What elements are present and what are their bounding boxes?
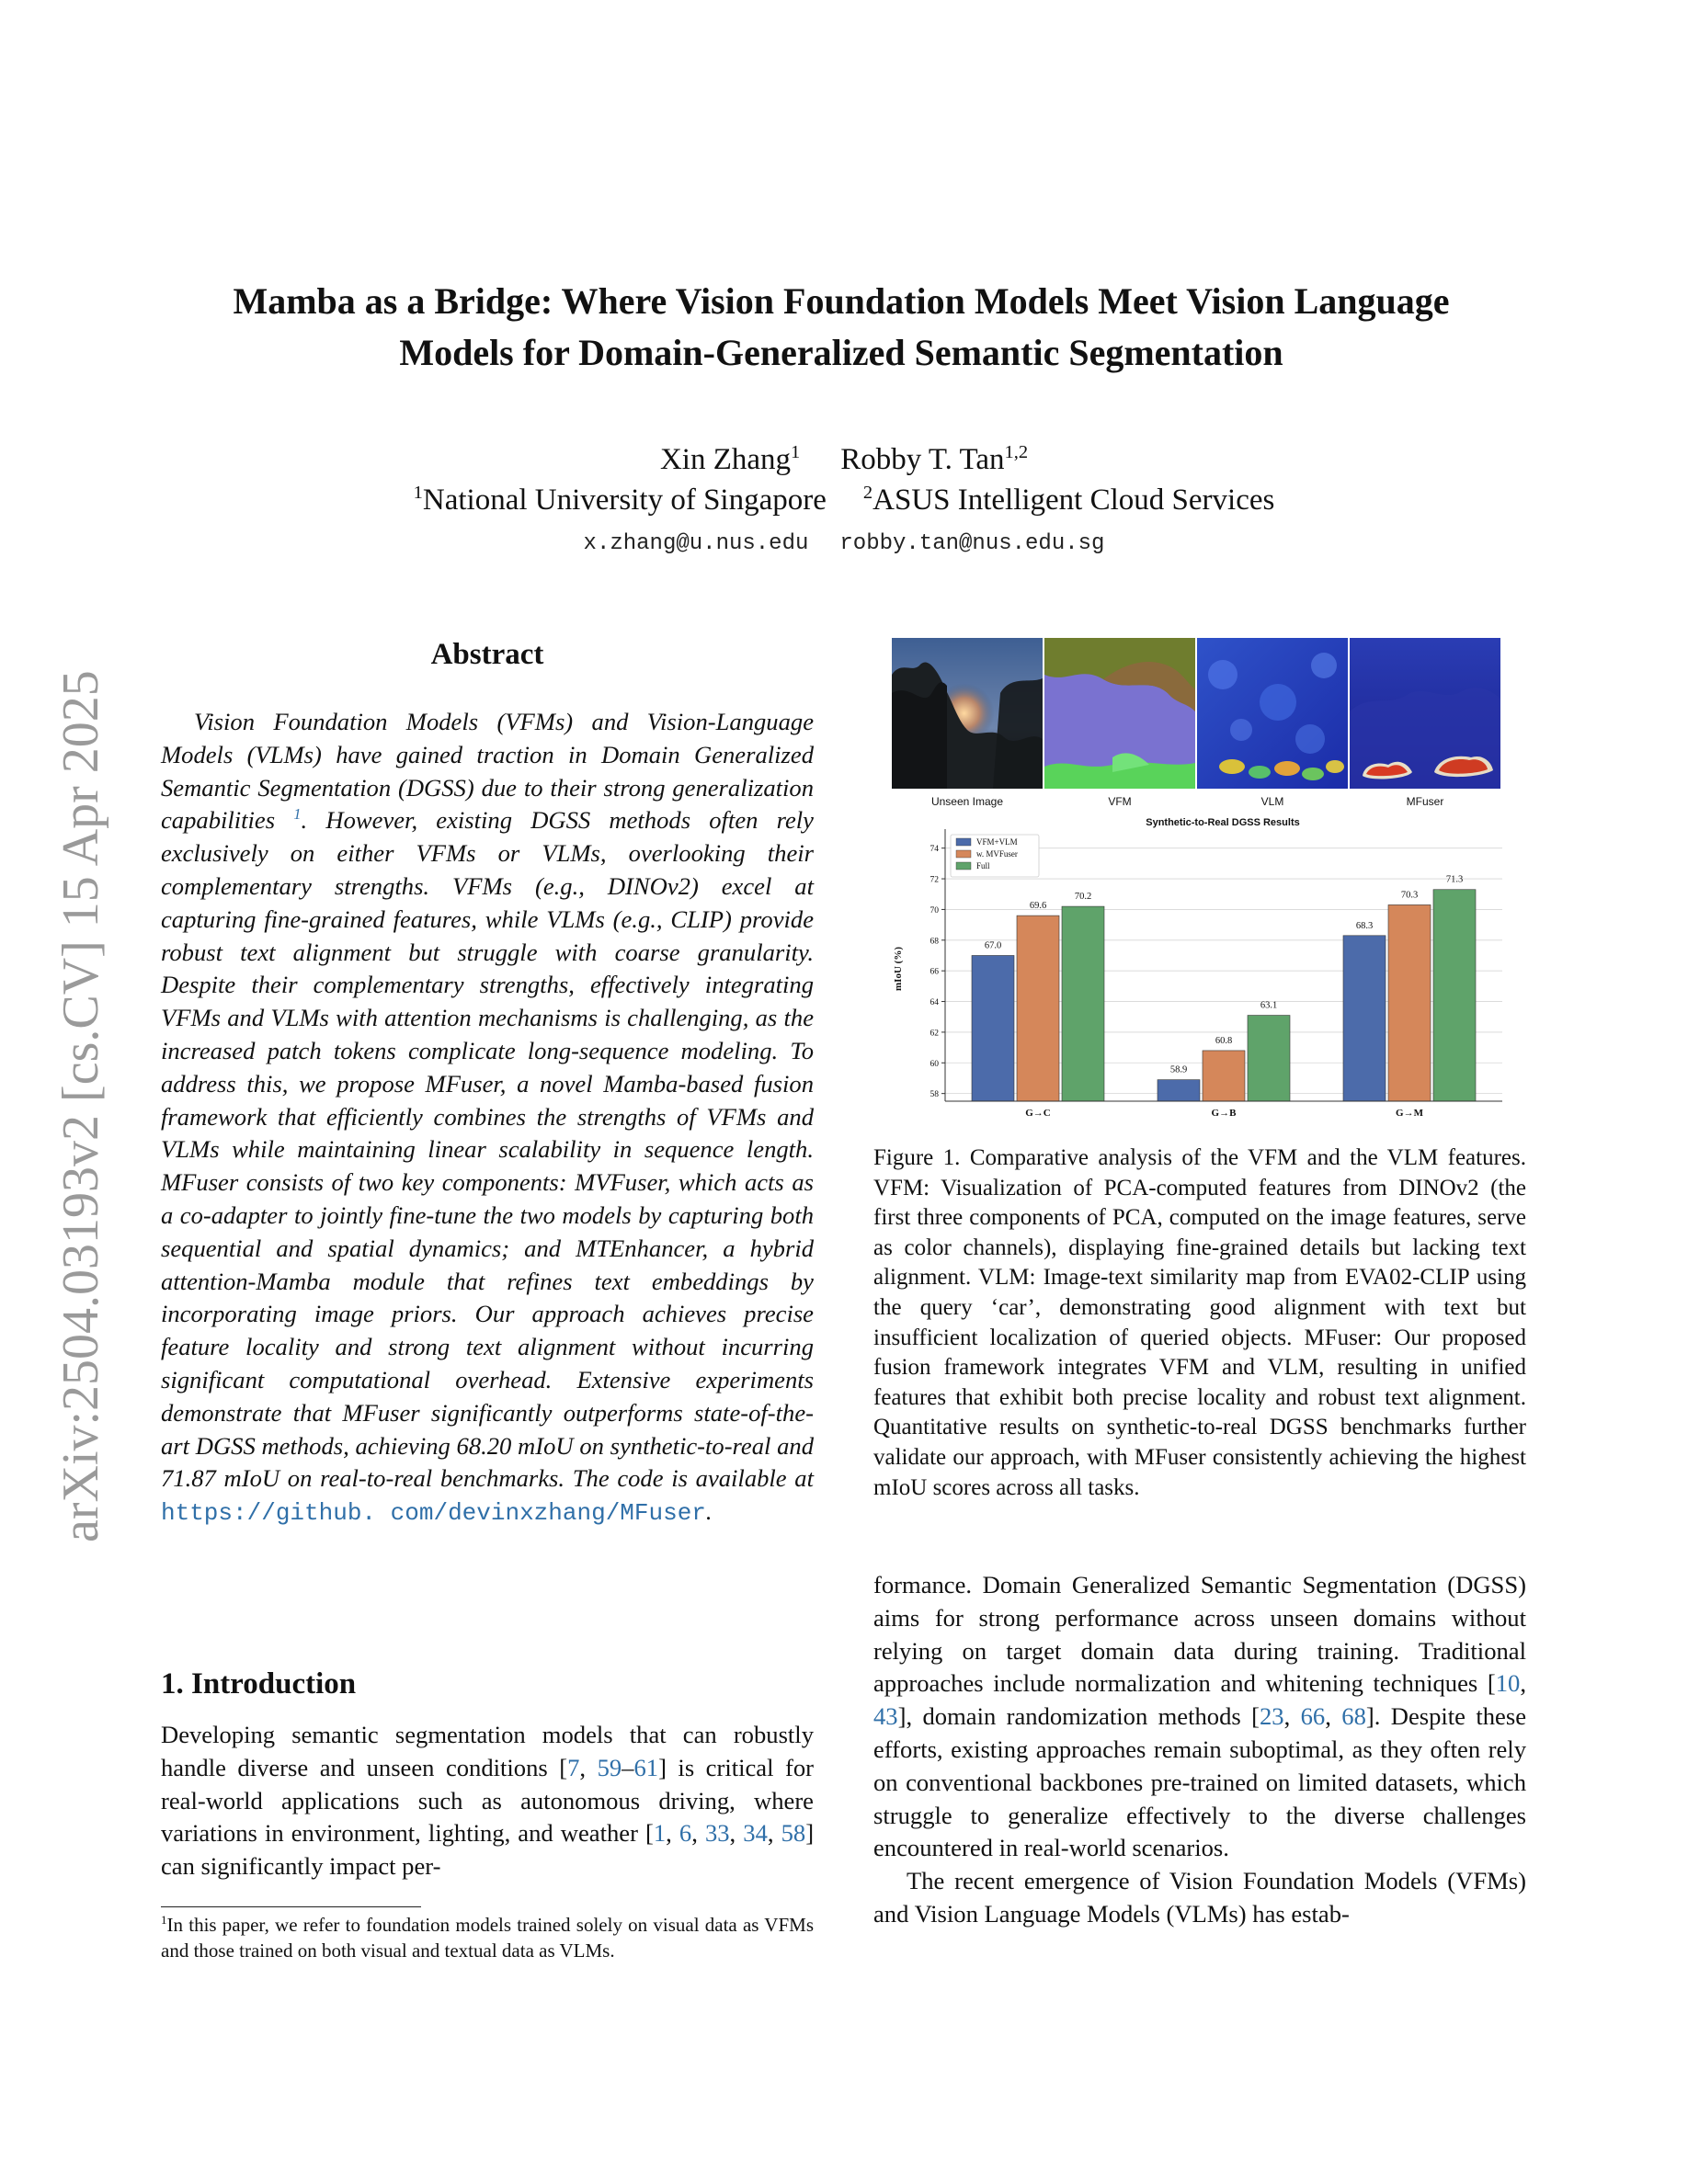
title-line-1: Mamba as a Bridge: Where Vision Foundation Models Meet Vision Language	[233, 280, 1450, 322]
author-email[interactable]: x.zhang@u.nus.edu	[583, 531, 809, 556]
legend-swatch	[956, 862, 971, 870]
panel-vfm	[1044, 638, 1195, 789]
body-text: ,	[767, 1819, 781, 1848]
x-tick-label: G→B	[1211, 1108, 1237, 1119]
data-label: 71.3	[1445, 874, 1464, 885]
figure-1	[892, 638, 1508, 1120]
data-label: 67.0	[984, 940, 1002, 951]
data-label: 63.1	[1260, 1000, 1278, 1011]
abstract-body	[161, 706, 814, 1530]
abstract-text: . However, existing DGSS methods often rely exclusively on either VFMs or VLMs, overlooking their complementary strengths. VFMs (e.g., DINOv2) excel at capturing fine-grained features, while VLMs (e.g., CLIP) provide robust text alignment but struggle with coarse granularity. Despite their complementary strengths, effectively integrating VFMs and VLMs with attention mechanisms is challenging, as the increased patch tokens complicate long-sequence modeling. To address this, we propose MFuser, a novel Mamba-based fusion framework that efficiently combines the strengths of VFMs and VLMs while maintaining linear scalability in sequence length. MFuser consists of two key components: MVFuser, which acts as a co-adapter to jointly fine-tune the two models by capturing both sequential and spatial dynamics; and MTEnhancer, a hybrid attention-Mamba module that refines text embeddings by incorporating image priors. Our approach achieves precise feature locality and strong text alignment without incurring significant computational overhead. Extensive experiments demonstrate that MFuser significantly outperforms state-of-the-art DGSS methods, achieving 68.20 mIoU on synthetic-to-real and 71.87 mIoU on real-to-real benchmarks. The code is available at	[161, 806, 814, 1493]
body-text: ,	[691, 1819, 705, 1848]
body-text: –	[622, 1753, 634, 1781]
code-link[interactable]	[161, 1499, 706, 1527]
y-tick-label: 72	[930, 875, 939, 885]
body-text: Developing semantic segmentation models that can robustly handle diverse and unseen conditions [	[161, 1721, 814, 1781]
panel-label: MFuser	[1406, 795, 1444, 808]
chart-title: Synthetic-to-Real DGSS Results	[1146, 817, 1300, 828]
code-link-part: https://github.	[161, 1499, 377, 1528]
chart-bar	[1158, 1080, 1200, 1101]
citation-link[interactable]: 59	[597, 1753, 622, 1781]
code-link-part: com/devinxzhang/MFuser	[390, 1499, 706, 1528]
legend-swatch	[956, 850, 971, 858]
abstract-text: Vision Foundation Models (VFMs) and Vision-Language Models (VLMs) have gained traction in Domain Generalized Semantic Segmentation (DGSS) due to their strong generalization capabilities	[161, 708, 814, 835]
data-label: 68.3	[1355, 920, 1374, 931]
introduction-column-left	[161, 1719, 814, 1883]
chart-bar	[1203, 1051, 1245, 1101]
legend-label: w. MVFuser	[976, 849, 1018, 859]
footnote-text: In this paper, we refer to foundation models trained solely on visual data as VFMs and those trained on both visual and textual data as VLMs.	[161, 1914, 814, 1962]
author-email[interactable]: robby.tan@nus.edu.sg	[839, 531, 1105, 556]
chart-legend	[951, 835, 1039, 877]
footnote-reference[interactable]: 1	[293, 805, 302, 824]
footnote-divider	[161, 1906, 421, 1907]
email-list	[0, 528, 1688, 561]
panel-label: Unseen Image	[930, 795, 1004, 808]
affiliation-mark: 2	[862, 483, 873, 503]
body-text: ]. Despite these efforts, existing approaches remain suboptimal, as they often rely on conventional backbones pre-trained on limited datasets, which struggle to generalize effectively to the diverse challenges encountered in real-world scenarios.	[873, 1702, 1527, 1862]
body-text: ,	[579, 1753, 598, 1781]
chart-bar	[1433, 890, 1476, 1101]
affiliation-name: ASUS Intelligent Cloud Services	[873, 483, 1275, 517]
chart-bar	[1343, 936, 1386, 1101]
title-line-2: Models for Domain-Generalized Semantic Segmentation	[399, 332, 1283, 373]
data-label: 70.3	[1400, 890, 1419, 901]
data-label: 70.2	[1074, 892, 1092, 903]
body-text: ] can significantly impact per-	[161, 1819, 815, 1881]
panel-label: VFM	[1108, 795, 1132, 808]
data-label: 69.6	[1029, 901, 1047, 912]
panel-vlm	[1197, 638, 1348, 789]
author-name: Xin Zhang	[659, 443, 791, 476]
x-tick-label: G→M	[1396, 1108, 1423, 1119]
x-tick-label: G→C	[1025, 1108, 1051, 1119]
citation-link[interactable]: 23	[1259, 1702, 1284, 1731]
figure-caption: Figure 1. Comparative analysis of the VFM and the VLM features. VFM: Visualization of PCA-computed features from DINOv2 (the first three components of PCA, computed on the image features, serve as color channels), displaying fine-grained details but lacking text alignment. VLM: Image-text similarity map from EVA02-CLIP using the query ‘car’, demonstrating good alignment with text but insufficient localization of queried objects. MFuser: Our proposed fusion framework integrates VFM and VLM, resulting in unified features that exhibit both precise locality and robust text alignment. Quantitative results on synthetic-to-real DGSS benchmarks further validate our approach, with MFuser consistently achieving the highest mIoU scores across all tasks.	[873, 1145, 1526, 1500]
legend-label: VFM+VLM	[976, 837, 1018, 847]
body-text: ,	[666, 1819, 679, 1848]
footnote	[161, 1912, 814, 1963]
chart-bar	[972, 955, 1014, 1101]
citation-link[interactable]: 1	[653, 1819, 667, 1848]
panel-mfuser	[1350, 638, 1500, 789]
citation-link[interactable]: 7	[567, 1753, 580, 1781]
chart-bar	[1388, 904, 1431, 1101]
body-text: ], domain randomization methods [	[897, 1702, 1260, 1731]
author-affiliation-mark: 1	[791, 442, 801, 462]
body-text: ,	[1283, 1702, 1301, 1731]
body-text: ,	[729, 1819, 744, 1848]
y-tick-label: 66	[930, 967, 939, 977]
body-text: The recent emergence of Vision Foundation Models (VFMs) and Vision Language Models (VLMs) has estab-	[873, 1867, 1526, 1928]
legend-swatch	[956, 838, 971, 846]
author-list	[0, 439, 1688, 480]
arxiv-identifier: arXiv:2504.03193v2 [cs.CV] 15 Apr 2025	[52, 670, 109, 1542]
y-tick-label: 62	[930, 1029, 939, 1039]
y-axis-label: mIoU (%)	[893, 947, 904, 991]
citation-link[interactable]: 66	[1300, 1702, 1326, 1731]
affiliation-mark: 1	[413, 483, 423, 503]
chart-bar	[1062, 906, 1104, 1101]
y-tick-label: 74	[930, 845, 939, 855]
legend-label: Full	[976, 861, 990, 870]
citation-link[interactable]: 43	[873, 1702, 898, 1731]
y-tick-label: 64	[930, 998, 939, 1008]
chart-bar	[1017, 916, 1059, 1101]
y-tick-label: 68	[930, 937, 939, 947]
citation-link[interactable]: 58	[781, 1819, 806, 1848]
citation-link[interactable]: 10	[1495, 1669, 1521, 1698]
body-text: ,	[1520, 1669, 1526, 1698]
y-tick-label: 70	[930, 905, 939, 916]
affiliation-name: National University of Singapore	[422, 483, 827, 517]
author-affiliation-mark: 1,2	[1004, 442, 1029, 462]
bar-chart	[893, 817, 1502, 1119]
author-name: Robby T. Tan	[840, 443, 1005, 476]
citation-link[interactable]: 6	[679, 1819, 692, 1848]
body-text: ,	[1325, 1702, 1342, 1731]
data-label: 58.9	[1169, 1064, 1188, 1075]
abstract-heading: Abstract	[430, 638, 544, 671]
chart-bar	[1248, 1016, 1290, 1101]
introduction-column-right	[873, 1569, 1526, 1931]
y-tick-label: 60	[930, 1059, 939, 1069]
citation-link[interactable]: 33	[704, 1819, 730, 1848]
body-text: formance. Domain Generalized Semantic Segmentation (DGSS) aims for strong performance across unseen domains without relying on target domain data during training. Traditional approaches include normalization and whitening techniques [	[873, 1571, 1526, 1698]
paper-title	[147, 276, 1535, 379]
footnote-mark: 1	[161, 1913, 167, 1927]
panel-label: VLM	[1260, 795, 1284, 808]
affiliation-list	[0, 480, 1688, 520]
citation-link[interactable]: 68	[1341, 1702, 1366, 1731]
abstract-end: .	[705, 1497, 713, 1526]
section-heading-introduction: 1. Introduction	[161, 1667, 357, 1701]
data-label: 60.8	[1215, 1035, 1233, 1046]
citation-link[interactable]: 34	[743, 1819, 768, 1848]
body-text: ] is critical for real-world applications such as autonomous driving, where variations in environment, lighting, and weather [	[161, 1753, 815, 1848]
citation-link[interactable]: 61	[633, 1753, 659, 1781]
panel-unseen-image	[892, 638, 1043, 789]
y-tick-label: 58	[930, 1090, 939, 1100]
